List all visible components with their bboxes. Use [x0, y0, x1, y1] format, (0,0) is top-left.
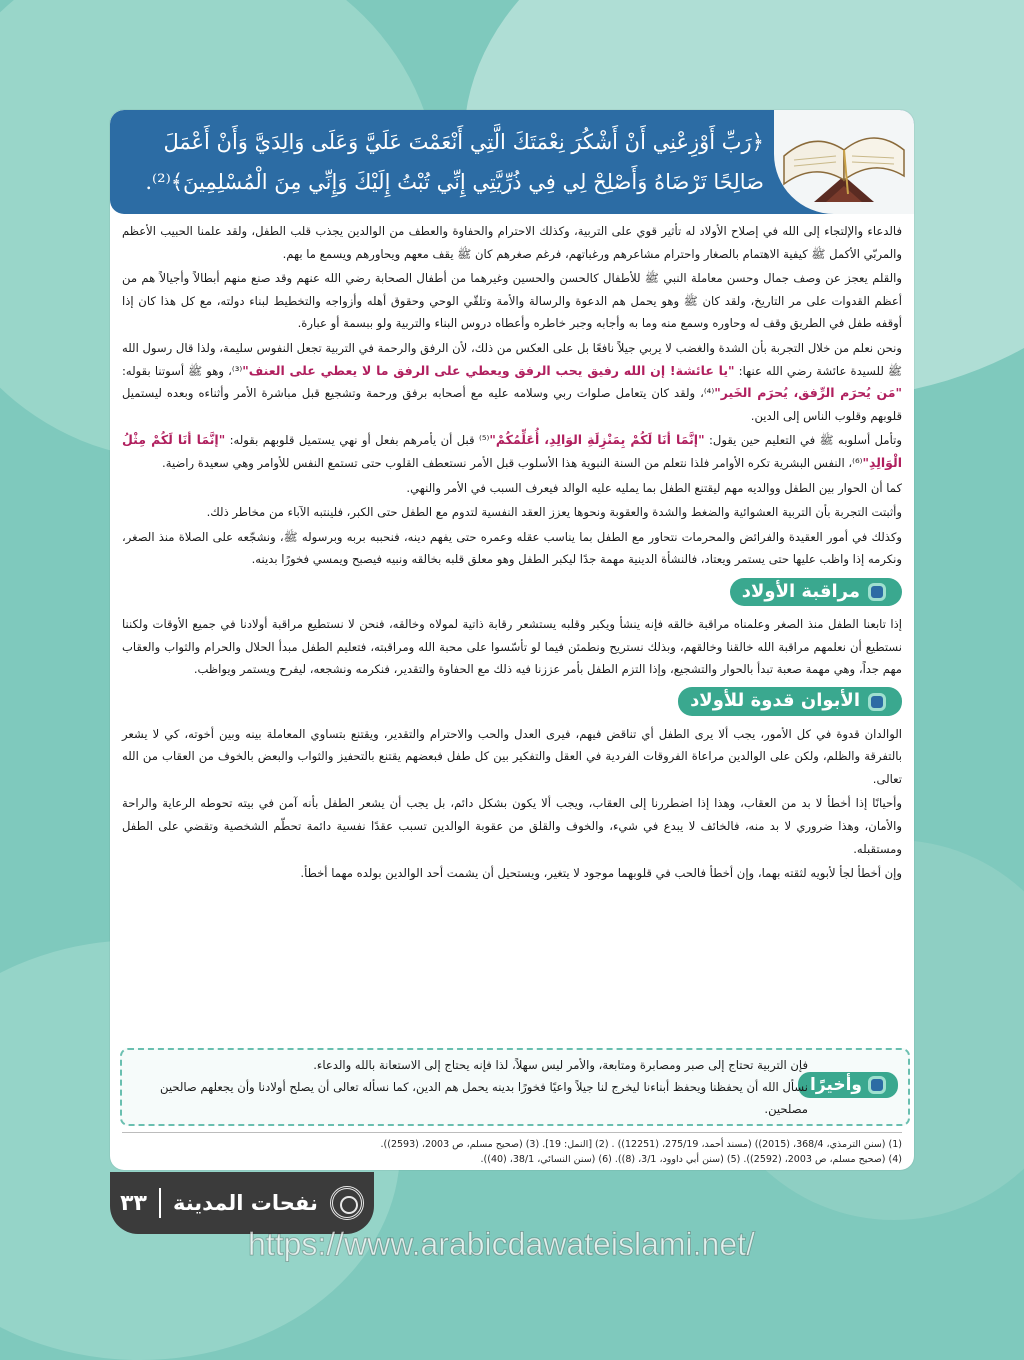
paragraph — [122, 429, 902, 474]
bullet-icon — [868, 693, 886, 711]
conclusion-line: نسأل الله أن يحفظنا ويحفظ أبناءنا ليخرج لنا جيلاً واعيًا فخورًا بدينه يحمل هم الدين، كما نسأله تعالى أن يصلح أولادنا وأن يجعلهم صالحين مصلحين. — [160, 1080, 808, 1116]
conclusion-line: فإن التربية تحتاج إلى صبر ومصابرة ومتابعة، والأمر ليس سهلاً، لذا فإنه يحتاج إلى الاستعانة بالله والدعاء. — [313, 1058, 808, 1072]
bullet-icon — [868, 583, 886, 601]
paragraph: فالدعاء والإلتجاء إلى الله في إصلاح الأولاد له تأثير قوي على التربية، وكذلك الاحترام والحفاوة والعطف من الوالدين يجذب قلب الطفل، ولقد علمنا الحبيب الأعظم والمربّي الأكمل ﷺ كيفية الاهتمام بالصغار واحترام مشاعرهم ورغباتهم، فرغم صغرهم كان ﷺ يقف معهم ويحاورهم ويسمع ما بهم. — [122, 224, 902, 261]
conclusion-title: وأخيرًا — [810, 1075, 862, 1095]
paragraph: وكذلك في أمور العقيدة والفرائض والمحرمات نتحاور مع الطفل بما يناسب عقله وعمره حتى يفهم دينه، فنحببه بربه وبرسوله ﷺ، ونشجّعه على الصلاة منذ الصغر، ونكرمه إذا واظب عليها حتى يستمر ويعتاد، فالنشأة الدينية مهمة جدًا ليكبر الطفل وهو معلق قلبه بخالقه ونبيه فيصبح ويمسي فخورًا بدينه. — [122, 529, 902, 567]
paragraph: وأحيانًا إذا أخطأ لا بد من العقاب، وهذا إذا اضطررنا إلى العقاب، ويجب ألا يكون بشكل دائم، بل يجب أن يشعر الطفل بأنه آمن في بيته تحوطه الرعاية والراحة والأمان، وهذا ضروري لا بد منه، فالخائف لا يبدع في شيء، والخوف والقلق من عقوبة الوالدين تسبب عقدًا نفسية دائمة تحطّم الشخصية وتقضي على الطفل ومستقبله. — [122, 796, 902, 856]
paragraph-text: ⁽⁶⁾، النفس البشرية تكره الأوامر فلذا نتعلم من السنة النبوية هذا الأسلوب قبل الأمر نستعطف القلوب حتى تستمع النفس للأوامر وهي سعيدة راضية. — [162, 455, 863, 470]
paragraph-text: وتأمل أسلوبه ﷺ في التعليم حين يقول: — [709, 433, 902, 448]
article-body — [122, 220, 902, 887]
paragraph: الوالدان قدوة في كل الأمور، يجب ألا يرى الطفل أي تناقض فيهم، فيرى العدل والحب والاحترام والتقدير، ويقتنع بتساوي المعاملة بينه وبين أخوته، كي لا يشعر بالتفرقة والظلم، ولكن على الوالدين مراعاة الفروقات الفردية في العقل والتفكير بين كل طفل فبعضهم يقتنع بالتحفيز والثواب والبعض بالخوف من العقاب من الله تعالى. — [122, 726, 902, 786]
paragraph: كما أن الحوار بين الطفل ووالديه مهم ليقتنع الطفل بما يمليه عليه الوالد فيعرف السبب في الأمر والنهي. — [406, 480, 902, 495]
quran-book-icon — [774, 110, 914, 214]
divider — [159, 1188, 161, 1218]
rosette-icon — [330, 1186, 364, 1220]
footnote-line: (4) (صحيح مسلم، ص 2003، (2592)). (5) (سنن أبي داوود، 3/1، (8)). (6) (سنن النسائي، 38/1، (40)). — [480, 1154, 902, 1165]
paragraph: وأثبتت التجربة بأن التربية العشوائية والضغط والشدة والعقوبة ونحوها يعزز العقد النفسية لتدوم مع الطفل حتى الكبر، فلينتبه الآباء من مخاطر ذلك. — [206, 505, 902, 520]
section-heading — [122, 685, 902, 719]
bullet-icon — [868, 1076, 886, 1094]
footnotes — [122, 1132, 902, 1167]
hadith-quote: "إنَّمَا أنَا لَكُمْ مِثْلُ الْوَالِدِ" — [122, 432, 902, 470]
section-title: الأبوان قدوة للأولاد — [690, 690, 860, 712]
section-title-pill — [678, 687, 902, 716]
section-title: مراقبة الأولاد — [741, 580, 860, 602]
paragraph-text: ونحن نعلم من خلال التجربة بأن الشدة والغضب لا يربي جيلاً نافعًا بل على العكس من ذلك، لأن الرفق والرحمة في التربية تجعل النفوس سليمة، ولذا قال رسول الله ﷺ للسيدة عائشة رضي الله عنها: — [122, 340, 902, 378]
page-number: ٣٣ — [120, 1190, 147, 1216]
paragraph: والقلم يعجز عن وصف جمال وحسن معاملة النبي ﷺ للأطفال كالحسن والحسين وغيرهما من أطفال الصحابة رضي الله عنهم وقد صنع منهم أبطالاً وأجيالاً هم من أعظم القدوات على مر التاريخ، ولقد كان ﷺ وهو يحمل هم الدعوة والرسالة والأمة وتلقّي الوحي وحقوق أهله وأزواجه والتخطيط لبناء دولته، مع كل هذا كان إذا أوقفه طفل في الطريق وقف له وحاوره وسمع منه وما به وأجابه وجبر خاطره وأعطاه دروس البناء والتربية ولو ببسمة أو عبارة. — [122, 271, 902, 331]
conclusion-box — [120, 1048, 910, 1126]
section-title-pill — [730, 578, 902, 607]
paragraph-text: ⁽⁴⁾، ولقد كان يتعامل صلوات ربي وسلامه عليه مع أصحابه برفق ورحمة وتشجيع قبل مباشرة الأمر وأثناءه وبعده ليستميل قلوبهم وقلوب الناس إلى الدين. — [122, 386, 902, 423]
hadith-quote: "مَن يُحرَم الرِّفق، يُحرَم الخَير" — [714, 385, 902, 401]
watermark-url: https://www.arabicdawateislami.net/ — [248, 1226, 755, 1262]
paragraph — [122, 337, 902, 427]
paragraph: وإن أخطأ لجأ لأبويه لثقته بهما، وإن أخطأ فالحب في قلوبهما موجود لا يتغير، ويستحيل أن يشمت أحد الوالدين بولده مهما أخطأ. — [300, 866, 902, 881]
hadith-quote: "يا عائشة! إن الله رفيق يحب الرفق ويعطي على الرفق ما لا يعطي على العنف" — [242, 362, 735, 378]
paragraph-text: ⁽³⁾، وهو ﷺ أسوتنا بقوله: — [122, 363, 243, 378]
paragraph: إذا تابعنا الطفل منذ الصغر وعلمناه مراقبة خالقه فإنه ينشأ ويكبر وقلبه يستشعر رقابة ذاتية لمولاه وخالقه، فنحن لا نستطيع مراقبة أولادنا في جميع الأوقات ولكننا نستطيع أن نعلمهم مراقبة الله خالقنا وخالقهم، وبذلك نستريح ونطمئن فيما لو تأسّسوا على محبة الله ومراقبته، فتعليم الطفل مبدأ الحلال والحرام والثواب والعقاب مهم جداً، وهي مهمة صعبة تبدأ بالحوار والتشجيع، وإذا التزم الطفل بأمر عززنا فيه ذلك مع الحفاوة والتقدير، فنكرمه ونشجعه، ليفرح ويستمر ويواظب. — [122, 616, 902, 677]
quran-verse: ﴿رَبِّ أَوْزِعْنِي أَنْ أَشْكُرَ نِعْمَتَكَ الَّتِي أَنْعَمْتَ عَلَيَّ وَعَلَى وَالِدَيَّ وَأَنْ أَعْمَلَ صَالِحًا تَرْضَاهُ وَأَصْلِحْ لِي فِي ذُرِّيَّتِي إِنِّي تُبْتُ إِلَيْكَ وَإِنِّي مِنَ الْمُسْلِمِينَ﴾⁽²⁾. — [145, 130, 764, 194]
footnote-line: (1) (سنن الترمذي، 368/4، (2015)) (مسند أحمد، 275/19، (12251)) . (2) [النمل: 19]. (3) (صحيح مسلم، ص 2003، (2593)). — [380, 1139, 902, 1150]
paragraph-text: ⁽⁵⁾ قبل أن يأمرهم بفعل أو نهي يستميل قلوبهم بقوله: — [229, 433, 490, 448]
conclusion-title-pill — [798, 1072, 898, 1098]
hadith-quote: "إنَّمَا أنَا لَكُمْ بِمَنْزِلَةِ الوَالِدِ، أُعَلِّمُكُمْ" — [489, 432, 705, 448]
magazine-name: نفحات المدينة — [172, 1191, 318, 1215]
article-card — [110, 110, 914, 1170]
section-heading — [122, 575, 902, 609]
page-footer — [110, 1172, 374, 1234]
conclusion-text — [128, 1054, 808, 1120]
